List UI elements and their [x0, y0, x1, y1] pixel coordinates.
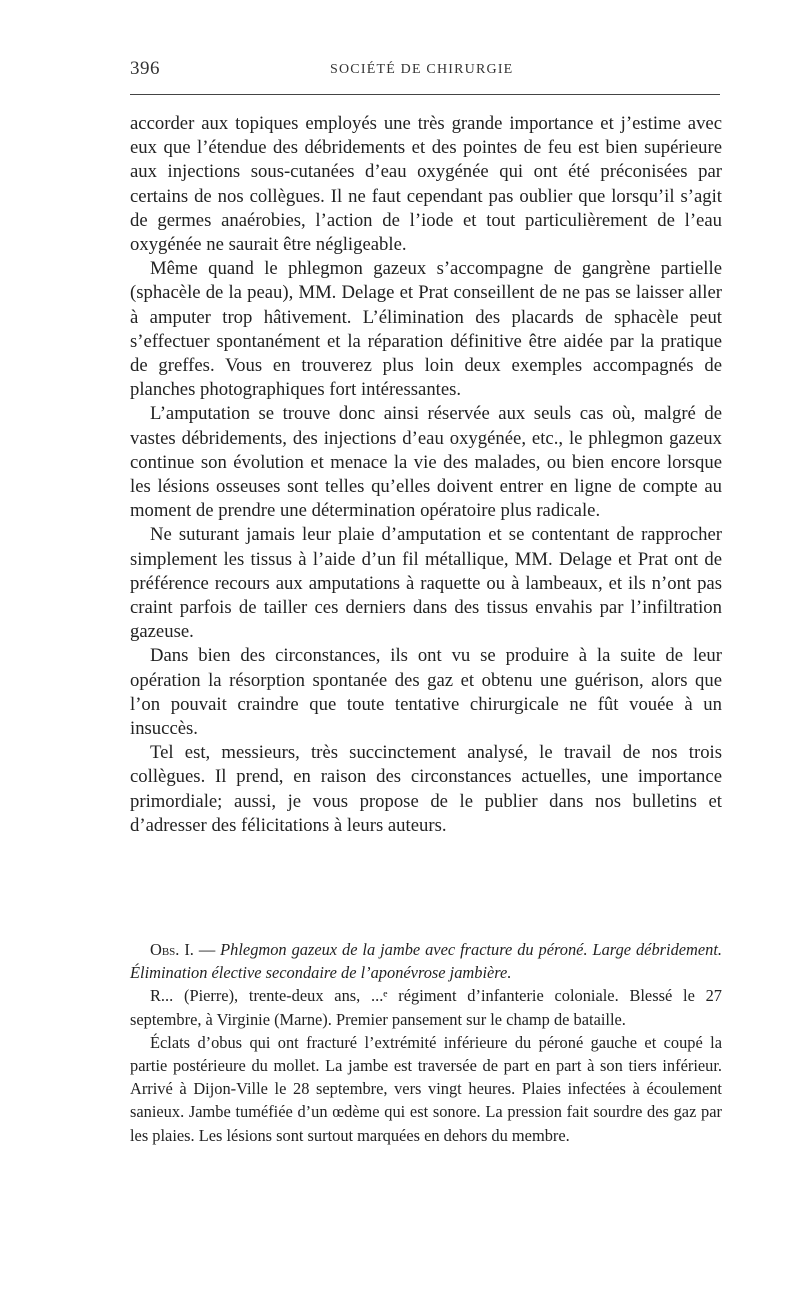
page-header: [130, 58, 720, 86]
paragraph: Ne suturant jamais leur plaie d’amputation et se contentant de rapprocher simplement les tissus à l’aide d’un fil métallique, MM. Delage et Prat ont de préférence recours aux amputations à raquette ou à lambeaux, et ils n’ont pas craint parfois de tailler ces derniers dans des tissus envahis par l’infiltration gazeuse.: [130, 524, 722, 643]
observation-label: Obs. I.: [150, 940, 194, 959]
header-rule: [130, 94, 720, 95]
observation-section: [130, 938, 722, 1147]
paragraph: L’amputation se trouve donc ainsi réservée aux seuls cas où, malgré de vastes débridements, des injections d’eau oxygénée, etc., le phlegmon gazeux continue son évolution et menace la vie des malades, ou bien encore lorsque les lésions osseuses sont telles qu’elles doivent entrer en ligne de compte au moment de prendre une détermination opératoire plus radicale.: [130, 403, 722, 522]
running-title: SOCIÉTÉ DE CHIRURGIE: [330, 62, 514, 77]
observation-paragraph: Éclats d’obus qui ont fracturé l’extrémité inférieure du péroné gauche et coupé la partie postérieure du mollet. La jambe est traversée de part en part à son tiers inférieur. Arrivé à Dijon-Ville le 28 septembre, vers vingt heures. Plaies infectées à écoulement sanieux. Jambe tuméfiée d’un œdème qui est sonore. La pression fait sourdre des gaz par les plaies. Les lésions sont surtout marquées en dehors du membre.: [130, 1032, 722, 1145]
paragraph: Dans bien des circonstances, ils ont vu se produire à la suite de leur opération la résorption spontanée des gaz et obtenu une guérison, alors que l’on pouvait craindre que toute tentative chirurgicale ne fût vouée à un insuccès.: [130, 645, 722, 740]
paragraph: Tel est, messieurs, très succinctement analysé, le travail de nos trois collègues. Il prend, en raison des circonstances actuelles, une importance primordiale; aussi, je vous propose de le publier dans nos bulletins et d’adresser des félicitations à leurs auteurs.: [130, 742, 722, 836]
body-text: [130, 112, 722, 838]
paragraph: accorder aux topiques employés une très grande importance et j’estime avec eux que l’étendue des débridements et des pointes de feu est bien supérieure aux injections sous-cutanées d’eau oxygénée qui ont été préconisées par certains de nos collègues. Il ne faut cependant pas oublier que lorsqu’il s’agit de germes anaérobies, l’action de l’iode et tout particulièrement de l’eau oxygénée ne saurait être négligeable.: [130, 113, 722, 256]
observation-paragraph: R... (Pierre), trente-deux ans, ...ᵉ régiment d’infanterie coloniale. Blessé le 27 septembre, à Virginie (Marne). Premier pansement sur le champ de bataille.: [130, 986, 722, 1029]
observation-heading: [130, 938, 722, 984]
observation-dash: —: [193, 940, 221, 959]
page-number: 396: [130, 58, 160, 79]
paragraph: Même quand le phlegmon gazeux s’accompagne de gangrène partielle (sphacèle de la peau), MM. Delage et Prat conseillent de ne pas se laisser aller à amputer trop hâtivement. L’élimination des placards de sphacèle peut s’effectuer spontanément et la réparation définitive être aidée par la pratique de greffes. Vous en trouverez plus loin deux exemples accompagnés de planches photographiques fort intéressantes.: [130, 258, 722, 401]
observation-title: Phlegmon gazeux de la jambe avec fracture du péroné. Large débridement. Élimination élective secondaire de l’aponévrose jambière.: [130, 940, 722, 983]
